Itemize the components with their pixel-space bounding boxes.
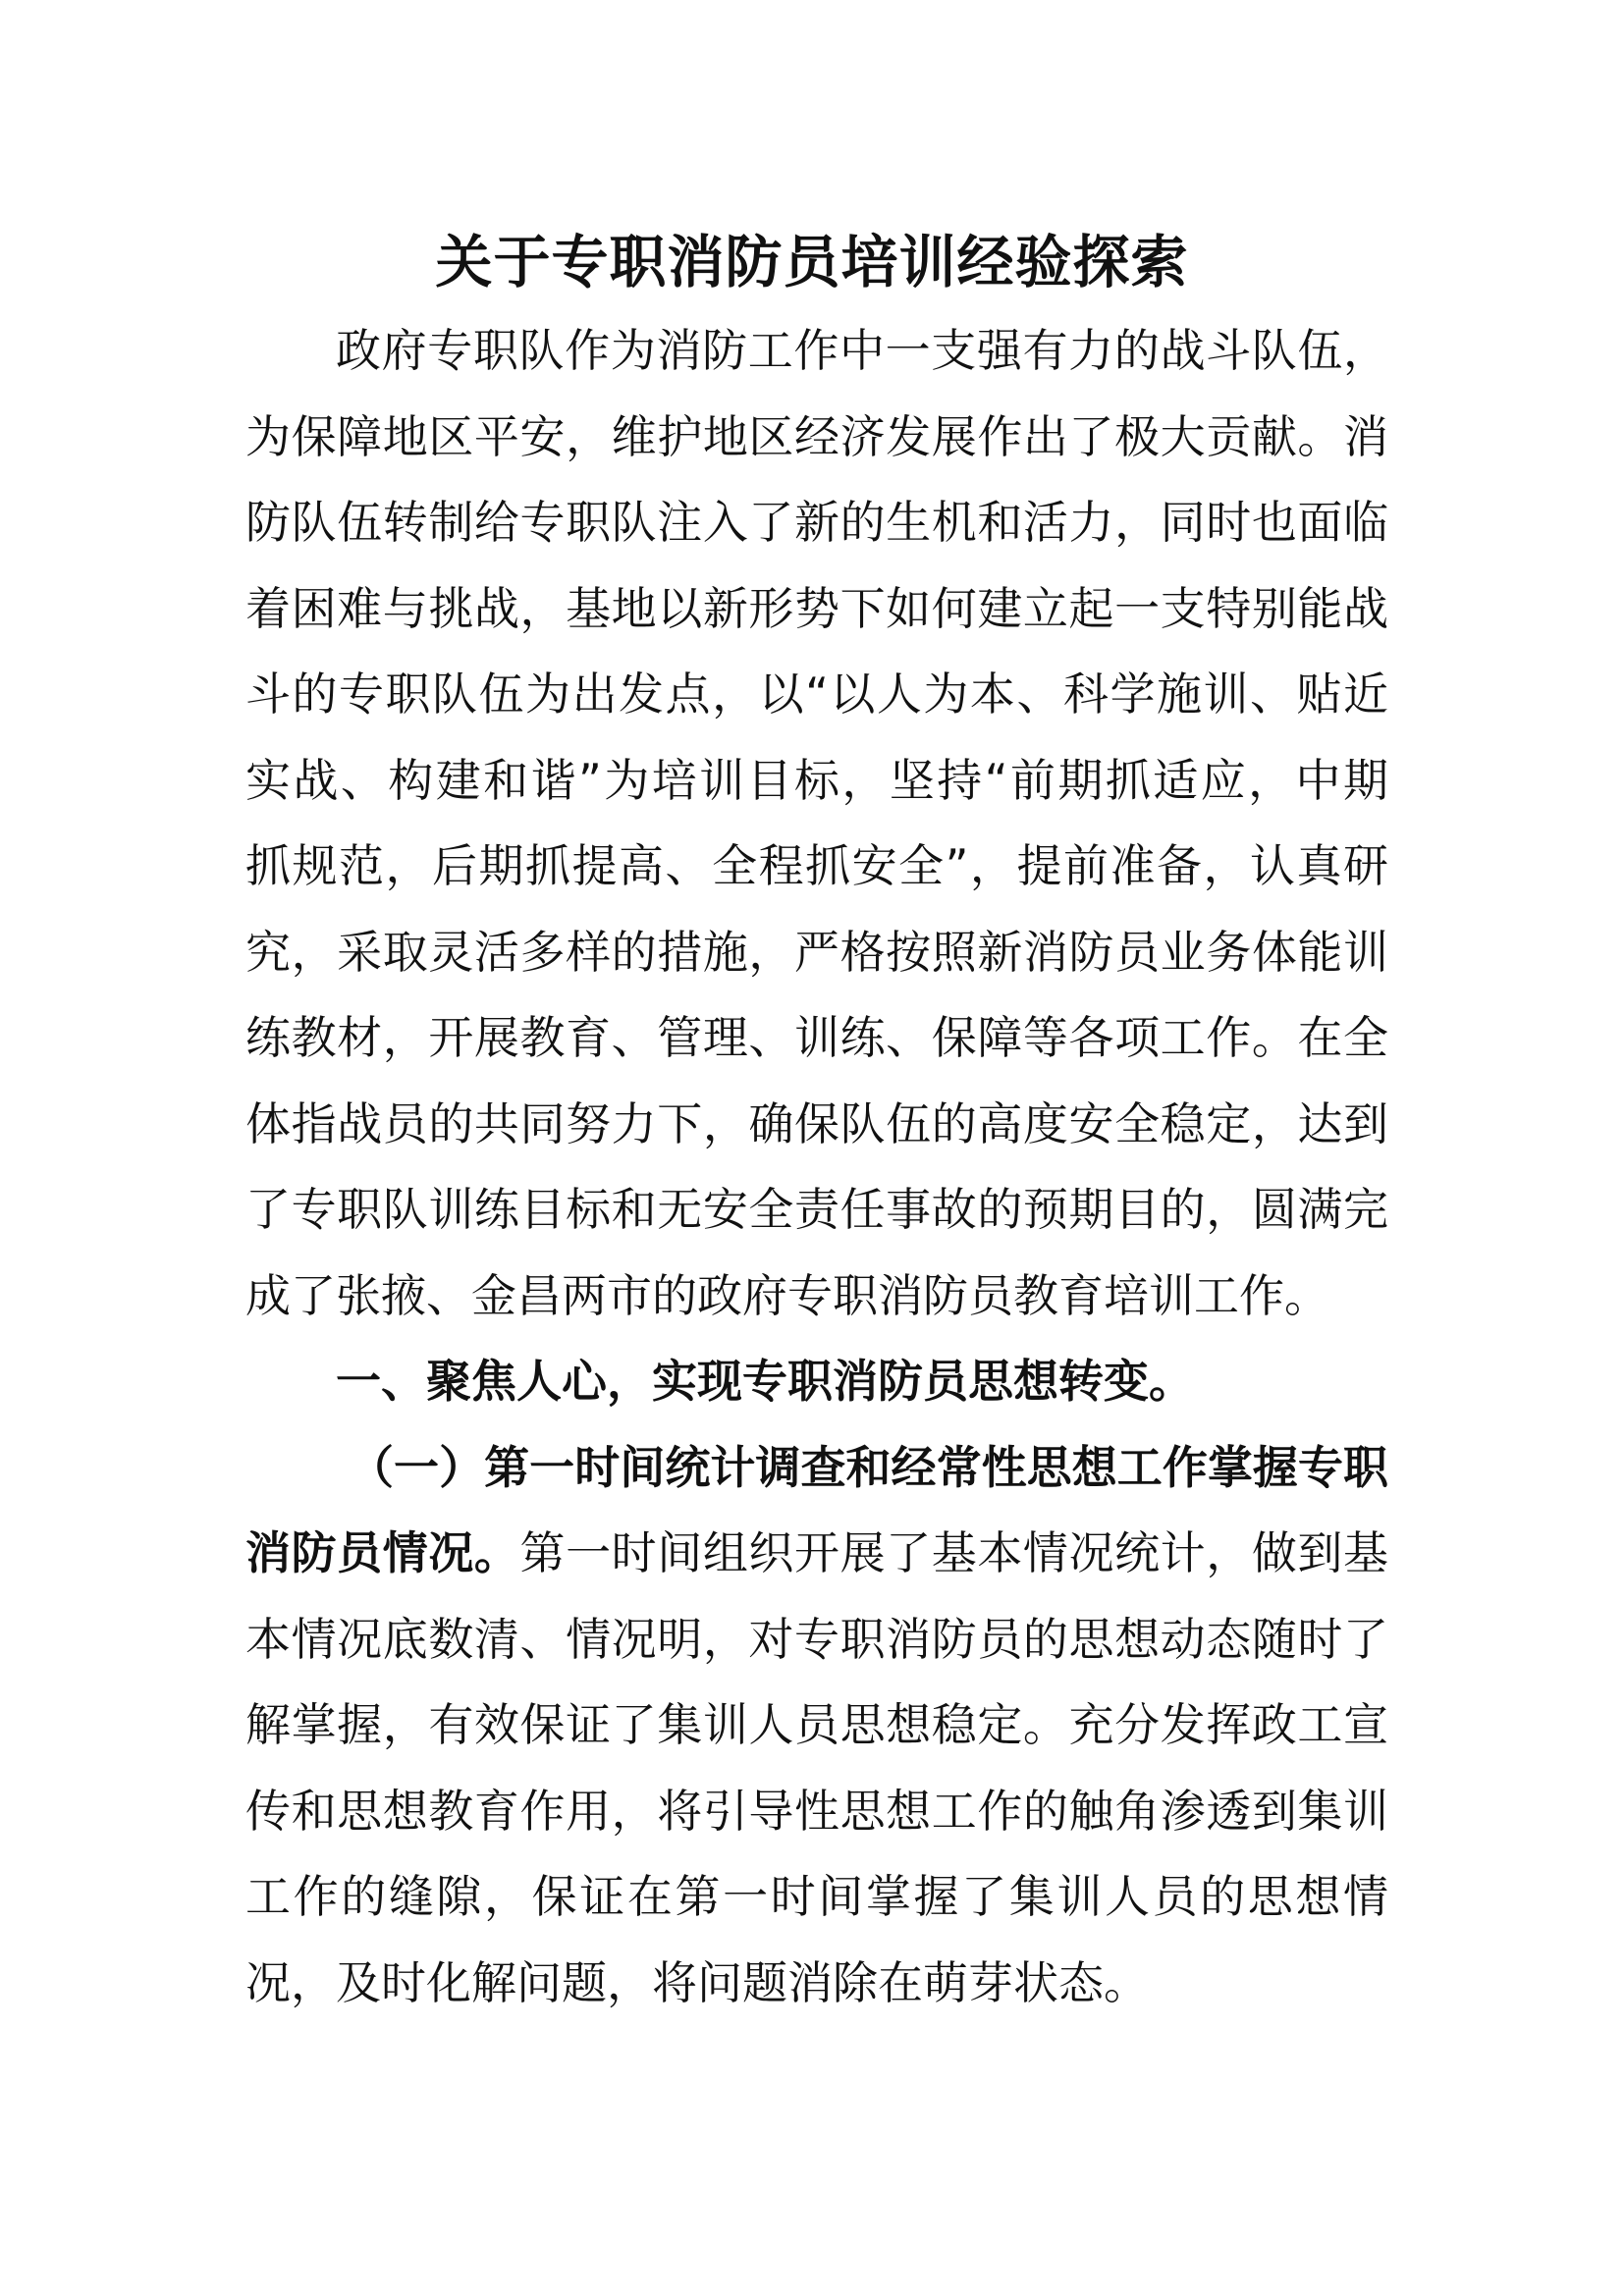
paragraph-line: 究，采取灵活多样的措施，严格按照新消防员业务体能训 (245, 925, 1388, 979)
paragraph-line: 为保障地区平安，维护地区经济发展作出了极大贡献。消 (245, 409, 1388, 463)
paragraph-line: 了专职队训练目标和无安全责任事故的预期目的，圆满完 (245, 1183, 1388, 1236)
paragraph-line: 政府专职队作为消防工作中一支强有力的战斗队伍， (336, 324, 1388, 377)
paragraph-line: 解掌握，有效保证了集训人员思想稳定。充分发挥政工宣 (245, 1698, 1388, 1751)
paragraph-line: 成了张掖、金昌两市的政府专职消防员教育培训工作。 (245, 1268, 1329, 1322)
paragraph-line (245, 1511, 1388, 1597)
document-body (245, 308, 1388, 2026)
paragraph-line: 况，及时化解问题，将问题消除在萌芽状态。 (245, 1955, 1149, 2009)
paragraph-line: 防队伍转制给专职队注入了新的生机和活力，同时也面临 (245, 496, 1388, 549)
document-title: 关于专职消防员培训经验探索 (435, 229, 1189, 295)
paragraph-line: 本情况底数清、情况明，对专职消防员的思想动态随时了 (245, 1612, 1388, 1666)
paragraph-line: 着困难与挑战，基地以新形势下如何建立起一支特别能战 (245, 581, 1388, 635)
paragraph-line: 斗的专职队伍为出发点，以“以人为本、科学施训、贴近 (245, 667, 1388, 721)
paragraph-text: 第一时间组织开展了基本情况统计，做到基 (519, 1526, 1388, 1579)
paragraph-line: 抓规范，后期抓提高、全程抓安全”，提前准备，认真研 (245, 839, 1388, 892)
paragraph-line: 练教材，开展教育、管理、训练、保障等各项工作。在全 (245, 1011, 1388, 1064)
section-heading: 一、聚焦人心，实现专职消防员思想转变。 (336, 1355, 1194, 1408)
paragraph-line: 体指战员的共同努力下，确保队伍的高度安全稳定，达到 (245, 1096, 1388, 1150)
paragraph-line: 实战、构建和谐”为培训目标，坚持“前期抓适应，中期 (245, 753, 1388, 807)
paragraph-line: 工作的缝隙，保证在第一时间掌握了集训人员的思想情 (245, 1870, 1388, 1923)
paragraph-line: 传和思想教育作用，将引导性思想工作的触角渗透到集训 (245, 1784, 1388, 1838)
subsection-heading-end: 消防员情况。 (245, 1526, 520, 1579)
subsection-heading: （一）第一时间统计调查和经常性思想工作掌握专职 (349, 1440, 1388, 1494)
